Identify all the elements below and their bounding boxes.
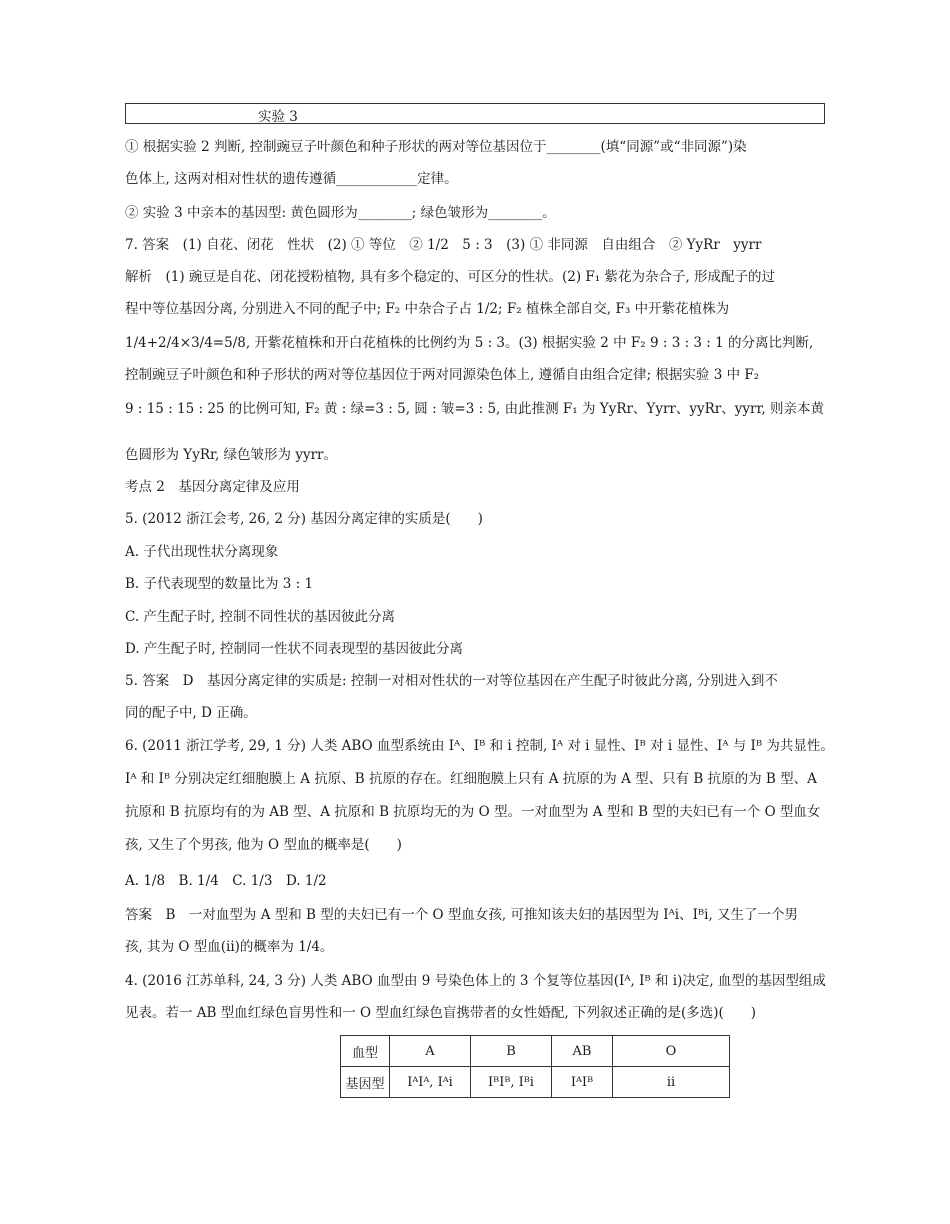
section-heading: 考点 2 基因分离定律及应用 (125, 479, 300, 495)
option-a: A. 子代出现性状分离现象 (125, 544, 279, 560)
option-c: C. 产生配子时, 控制不同性状的基因彼此分离 (125, 609, 396, 625)
table-row (341, 1067, 730, 1098)
table-header-cell: AB (552, 1036, 613, 1067)
text-line: 9 : 15 : 15 : 25 的比例可知, F₂ 黄 : 绿=3 : 5, 圆 : 皱=3 : 5, 由此推测 F₁ 为 YyRr、Yyrr、yyRr、yyrr, 则亲本黄 (125, 401, 825, 417)
text-line: 孩, 其为 O 型血(ii)的概率为 1/4。 (125, 939, 334, 955)
table-header-cell: B (471, 1036, 552, 1067)
table-header-cell: A (390, 1036, 471, 1067)
text-line: 见表。若一 AB 型血红绿色盲男性和一 O 型血红绿色盲携带者的女性婚配, 下列叙述正确的是(多选)( ) (125, 1005, 757, 1021)
option-b: B. 子代表现型的数量比为 3 : 1 (125, 576, 314, 592)
text-line: 同的配子中, D 正确。 (125, 705, 257, 721)
answer-5: 5. 答案 D 基因分离定律的实质是: 控制一对相对性状的一对等位基因在产生配子时彼此分离, 分别进入到不 (125, 673, 778, 689)
experiment-3-label: 实验 3 (258, 109, 298, 125)
text-line: 抗原和 B 抗原均有的为 AB 型、A 抗原和 B 抗原均无的为 O 型。一对血型为 A 型和 B 型的夫妇已有一个 O 型血女 (125, 804, 821, 820)
text-line: Iᴬ 和 Iᴮ 分别决定红细胞膜上 A 抗原、B 抗原的存在。红细胞膜上只有 A 抗原的为 A 型、只有 B 抗原的为 B 型、A (125, 771, 817, 787)
option-d: D. 产生配子时, 控制同一性状不同表现型的基因彼此分离 (125, 641, 464, 657)
text-line: 色圆形为 YyRr, 绿色皱形为 yyrr。 (125, 447, 337, 463)
text-line: 孩, 又生了个男孩, 他为 O 型血的概率是( ) (125, 837, 402, 853)
table-row (341, 1036, 730, 1067)
text-line: 色体上, 这两对相对性状的遗传遵循____________定律。 (125, 171, 458, 187)
options-6: A. 1/8 B. 1/4 C. 1/3 D. 1/2 (125, 873, 327, 889)
table-cell: IᴬIᴮ (552, 1067, 613, 1098)
text-line: ① 根据实验 2 判断, 控制豌豆子叶颜色和种子形状的两对等位基因位于________(填“同源”或“非同源”)染 (125, 139, 747, 155)
blood-type-table (340, 1035, 730, 1098)
question-5: 5. (2012 浙江会考, 26, 2 分) 基因分离定律的实质是( ) (125, 511, 483, 527)
table-cell: IᴬIᴬ, Iᴬi (390, 1067, 471, 1098)
table-header-cell: 血型 (341, 1036, 390, 1067)
text-line: 1/4+2/4×3/4=5/8, 开紫花植株和开白花植株的比例约为 5 : 3。(3) 根据实验 2 中 F₂ 9 : 3 : 3 : 1 的分离比判断, (125, 335, 814, 351)
experiment-3-box (125, 103, 825, 124)
table-cell: 基因型 (341, 1067, 390, 1098)
table-cell: IᴮIᴮ, Iᴮi (471, 1067, 552, 1098)
question-4: 4. (2016 江苏单科, 24, 3 分) 人类 ABO 血型由 9 号染色体上的 3 个复等位基因(Iᴬ, Iᴮ 和 i)决定, 血型的基因型组成 (125, 973, 826, 989)
text-line: 程中等位基因分离, 分别进入不同的配子中; F₂ 中杂合子占 1/2; F₂ 植株全部自交, F₃ 中开紫花植株为 (125, 301, 730, 317)
answer-6: 答案 B 一对血型为 A 型和 B 型的夫妇已有一个 O 型血女孩, 可推知该夫妇的基因型为 Iᴬi、Iᴮi, 又生了一个男 (125, 907, 799, 923)
table-header-cell: O (613, 1036, 730, 1067)
text-line: ② 实验 3 中亲本的基因型: 黄色圆形为________; 绿色皱形为________。 (125, 205, 556, 221)
question-6: 6. (2011 浙江学考, 29, 1 分) 人类 ABO 血型系统由 Iᴬ、Iᴮ 和 i 控制, Iᴬ 对 i 显性、Iᴮ 对 i 显性、Iᴬ 与 Iᴮ 为共显性。 (125, 738, 834, 754)
table-cell: ii (613, 1067, 730, 1098)
text-line: 解析 (1) 豌豆是自花、闭花授粉植物, 具有多个稳定的、可区分的性状。(2) F₁ 紫花为杂合子, 形成配子的过 (125, 269, 776, 285)
answer-7: 7. 答案 (1) 自花、闭花 性状 (2) ① 等位 ② 1/2 5 : 3 (3) ① 非同源 自由组合 ② YyRr yyrr (125, 237, 762, 253)
text-line: 控制豌豆子叶颜色和种子形状的两对等位基因位于两对同源染色体上, 遵循自由组合定律; 根据实验 3 中 F₂ (125, 367, 760, 383)
